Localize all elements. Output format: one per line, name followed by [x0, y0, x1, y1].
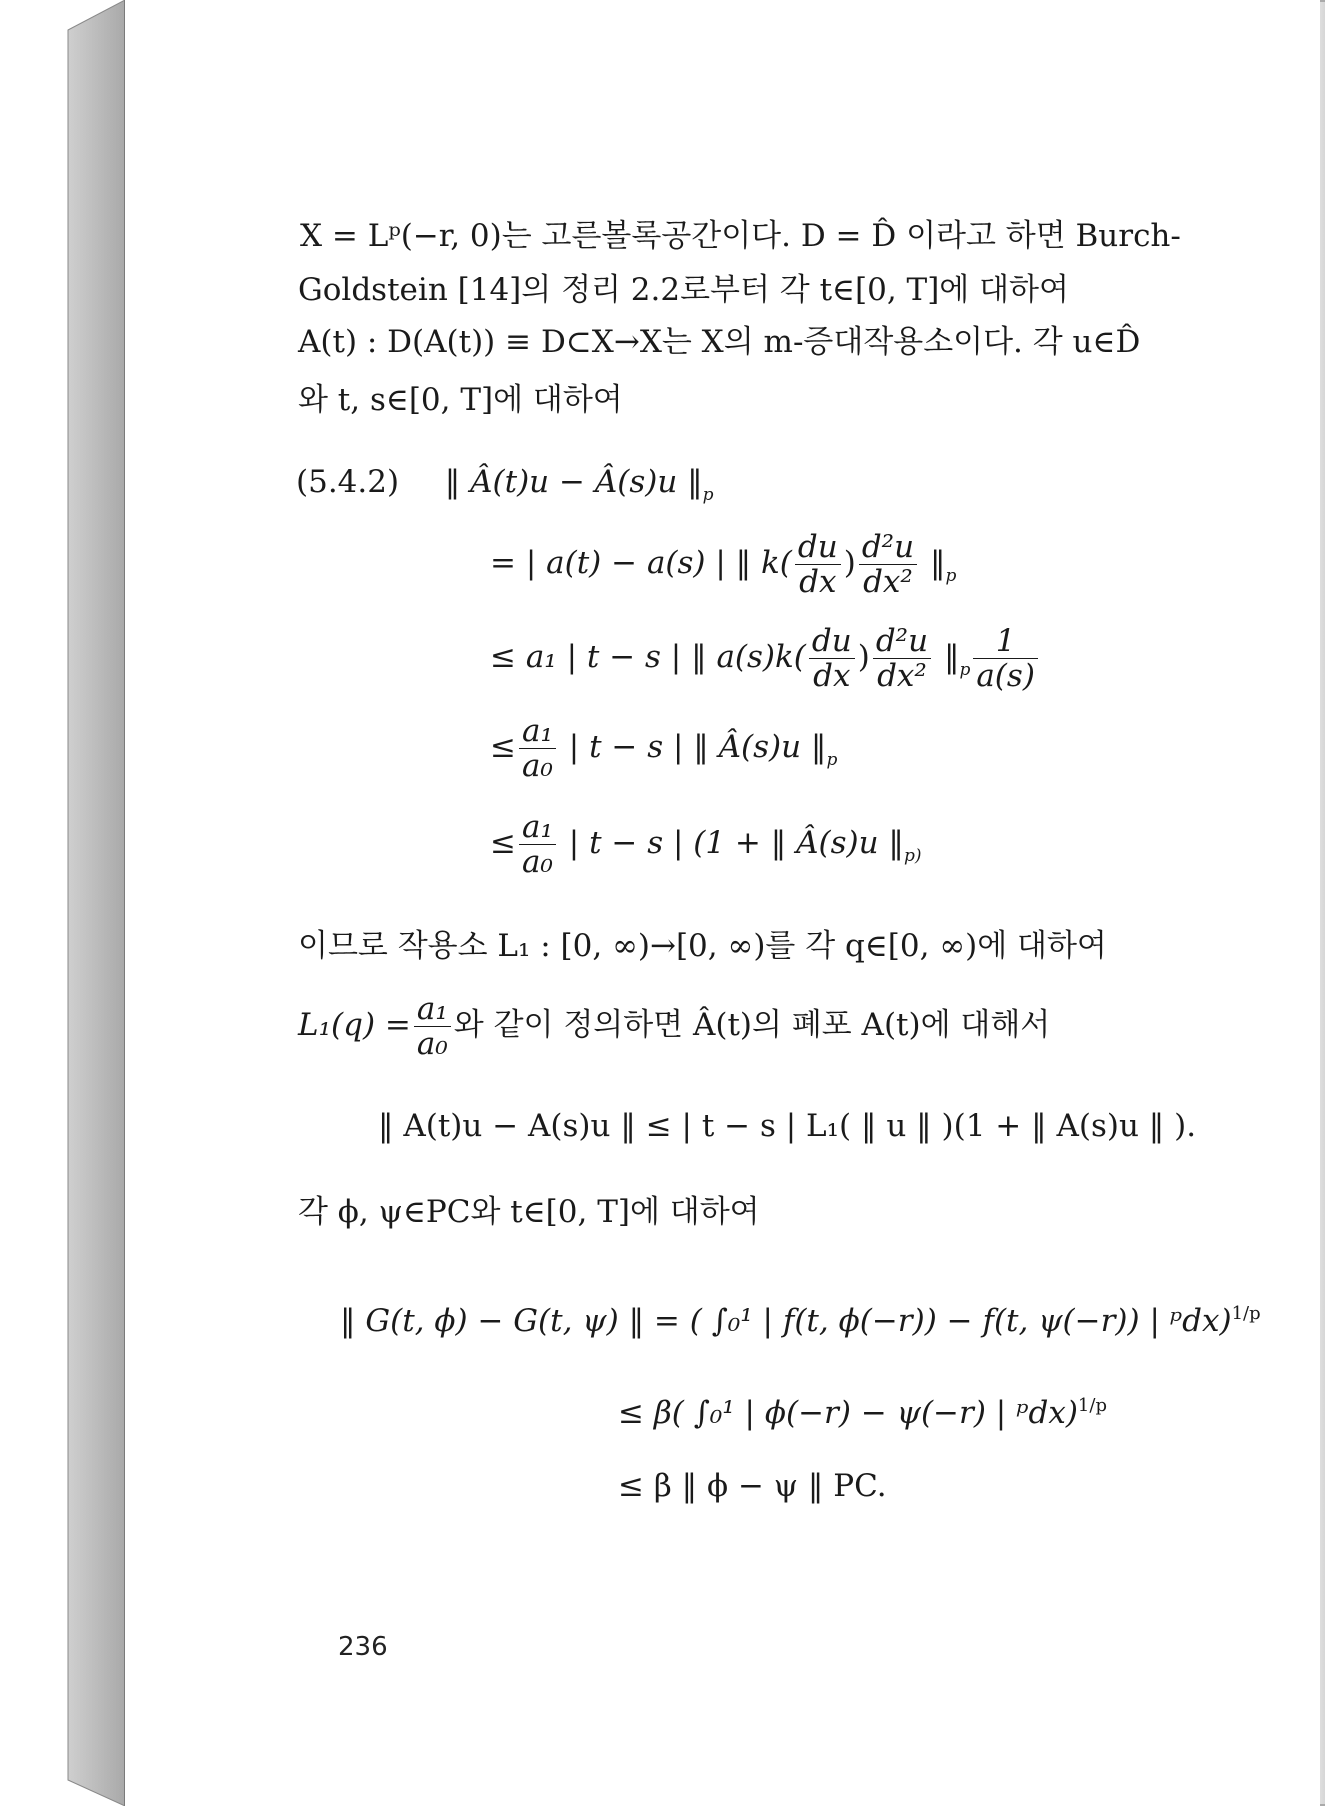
equation-5-4-2-line-2 — [490, 528, 956, 611]
norm-subscript: p — [702, 485, 714, 505]
fraction-denominator: dx — [799, 564, 837, 600]
fraction-one-over-as — [973, 624, 1038, 693]
equation-term: ≤ β( ∫₀¹ | ϕ(−r) − ψ(−r) | ᵖdx) — [618, 1395, 1078, 1431]
paragraph-1-line-3: A(t) : D(A(t)) ≡ D⊂X→X는 X의 m-증대작용소이다. 각 u∈D̂ — [298, 324, 1141, 360]
paragraph-2-line-1: 이므로 작용소 L₁ : [0, ∞)→[0, ∞)를 각 q∈[0, ∞)에 대하여 — [298, 928, 1107, 964]
equation-integral-line-3: ≤ β ‖ ϕ − ψ ‖ PC. — [618, 1468, 887, 1504]
fraction-d2u-dx2 — [873, 624, 931, 693]
equation-5-4-2-line-3 — [490, 622, 1041, 705]
norm-subscript: p) — [903, 846, 922, 866]
fraction-denominator: a₀ — [416, 1026, 448, 1062]
norm-subscript: p — [959, 660, 971, 680]
page-number: 236 — [338, 1632, 388, 1662]
fraction-du-dx — [795, 530, 841, 599]
equation-term: | t − s | ‖ Â(s)u ‖ — [568, 729, 827, 765]
equation-term: ‖ — [929, 545, 946, 581]
paragraph-1-line-4: 와 t, s∈[0, T]에 대하여 — [298, 382, 623, 418]
paragraph-3-line-1: 각 ϕ, ψ∈PC와 t∈[0, T]에 대하여 — [298, 1194, 760, 1230]
fraction-numerator: du — [795, 530, 841, 565]
equation-5-4-2-line-1 — [296, 462, 714, 515]
fraction-numerator: d²u — [859, 530, 917, 565]
equation-integral-line-1 — [340, 1294, 1261, 1341]
close-paren: ) — [857, 639, 870, 675]
fraction-du-dx — [809, 624, 855, 693]
equation-lipschitz: ‖ A(t)u − A(s)u ‖ ≤ | t − s | L₁( ‖ u ‖ )(1 + ‖ A(s)u ‖ ). — [378, 1108, 1197, 1144]
paragraph-1-line-2: Goldstein [14]의 정리 2.2로부터 각 t∈[0, T]에 대하여 — [298, 272, 1069, 308]
fraction-a1-a0 — [519, 810, 556, 879]
fraction-denominator: a₀ — [521, 748, 553, 784]
fraction-numerator: 1 — [973, 624, 1038, 659]
exponent-one-over-p: 1/p — [1231, 1303, 1261, 1324]
equation-term: = | a(t) − a(s) | ‖ k( — [490, 545, 792, 581]
paragraph-2-line-2 — [298, 990, 1050, 1061]
equation-term: ‖ G(t, ϕ) − G(t, ψ) ‖ = ( ∫₀¹ | f(t, ϕ(−r)) − f(t, ψ(−r)) | ᵖdx) — [340, 1303, 1232, 1339]
fraction-numerator: du — [809, 624, 855, 659]
fraction-denominator: a₀ — [521, 844, 553, 880]
equation-term: ≤ a₁ | t − s | ‖ a(s)k( — [490, 639, 806, 675]
fraction-d2u-dx2 — [859, 530, 917, 599]
paragraph-2-text: 와 같이 정의하면 Â(t)의 폐포 A(t)에 대해서 — [453, 1007, 1051, 1043]
fraction-a1-a0 — [519, 714, 556, 783]
equation-lhs: ‖ Â(t)u − Â(s)u ‖ — [444, 464, 703, 500]
equation-5-4-2-line-5: ≤ $\frac{\text{a₁}}{\text{a₀}}$ | t − s | (1 + ‖ Â(s)u $‖_{p)}$ — [490, 809, 922, 880]
norm-subscript: p — [945, 566, 957, 586]
equation-integral-line-2 — [618, 1386, 1107, 1433]
fraction-denominator: dx² — [877, 658, 927, 694]
close-paren: ) — [843, 545, 856, 581]
fraction-a1-a0 — [414, 992, 451, 1061]
fraction-numerator: a₁ — [414, 992, 451, 1027]
fraction-denominator: dx — [813, 658, 851, 694]
fraction-numerator: a₁ — [519, 714, 556, 749]
equation-term: | t − s | (1 + ‖ Â(s)u ‖ — [568, 825, 904, 861]
equation-term: L₁(q) = — [298, 1007, 411, 1043]
paragraph-1-line-1: X = Lᵖ(−r, 0)는 고른볼록공간이다. D = D̂ 이라고 하면 Burch- — [300, 218, 1181, 254]
equation-term: ‖ — [943, 639, 960, 675]
fraction-denominator: dx² — [863, 564, 913, 600]
exponent-one-over-p: 1/p — [1077, 1395, 1107, 1416]
fraction-denominator: a(s) — [976, 658, 1035, 694]
norm-subscript: p — [826, 750, 838, 770]
equation-5-4-2-line-4: ≤ $\frac{\text{a₁}}{\text{a₀}}$ | t − s | ‖ Â(s)u $‖_p$ — [490, 713, 838, 784]
fraction-numerator: d²u — [873, 624, 931, 659]
fraction-numerator: a₁ — [519, 810, 556, 845]
equation-number: (5.4.2) — [296, 464, 400, 500]
